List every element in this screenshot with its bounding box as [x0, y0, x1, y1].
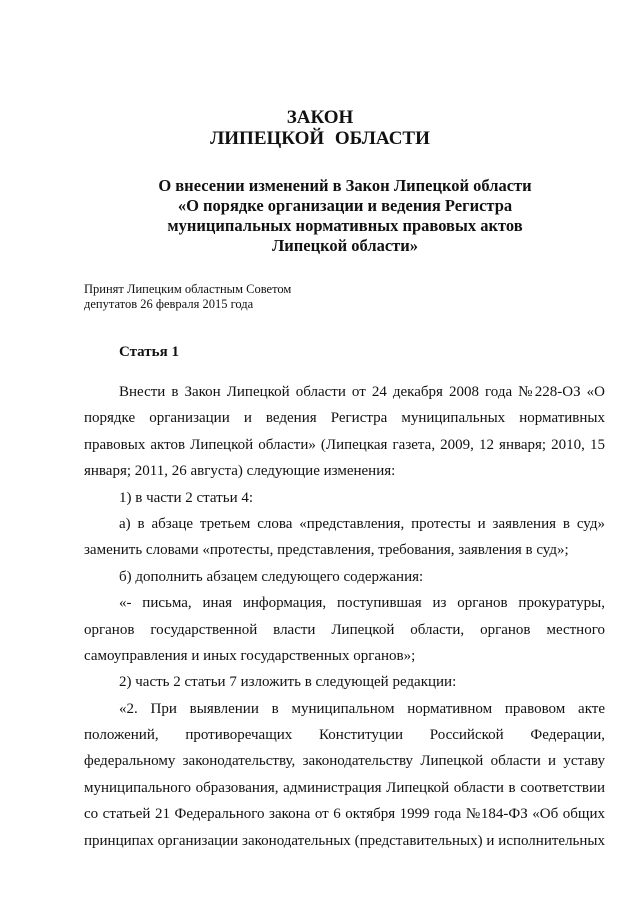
article-line: 1) в части 2 статьи 4: — [119, 489, 254, 506]
article-line: федеральному законодательству, законодательству Липецкой области и уставу — [84, 753, 605, 770]
article-heading: Статья 1 — [119, 344, 179, 360]
article-line: со статьей 21 Федерального закона от 6 октября 1999 года №184-ФЗ «Об общих — [84, 806, 605, 823]
subtitle-line: О внесении изменений в Закон Липецкой области — [158, 176, 532, 195]
article-line: порядке организации и ведения Регистра муниципальных нормативных — [84, 410, 605, 427]
law-subtitle — [120, 176, 570, 256]
article-line: самоуправления и иных государственных органов»; — [84, 647, 416, 664]
article-line: положений, противоречащих Конституции Российской Федерации, — [84, 727, 605, 744]
article-line: правовых актов Липецкой области» (Липецкая газета, 2009, 12 января; 2010, 15 — [84, 436, 605, 453]
region-title: ЛИПЕЦКОЙ ОБЛАСТИ — [210, 128, 430, 149]
article-line: Внести в Закон Липецкой области от 24 декабря 2008 года №228-ОЗ «О — [119, 384, 605, 400]
article-line: а) в абзаце третьем слова «представления, протесты и заявления в суд» — [119, 515, 605, 532]
adoption-line: депутатов 26 февраля 2015 года — [84, 297, 254, 311]
law-title: ЗАКОН — [286, 107, 354, 128]
adoption-note — [84, 282, 291, 312]
article-line: муниципального образования, администрация Липецкой области в соответствии — [84, 779, 605, 796]
article-line: заменить словами «протесты, представления, требования, заявления в суд»; — [84, 542, 569, 559]
subtitle-line: «О порядке организации и ведения Регистра — [177, 196, 513, 215]
article-line: «- письма, иная информация, поступившая из органов прокуратуры, — [119, 595, 605, 612]
subtitle-line: Липецкой области» — [271, 236, 419, 255]
subtitle-line: муниципальных нормативных правовых актов — [167, 216, 523, 235]
article-line: б) дополнить абзацем следующего содержания: — [119, 568, 424, 585]
adoption-line: Принят Липецким областным Советом — [84, 282, 292, 296]
article-line: «2. При выявлении в муниципальном нормативном правовом акте — [119, 700, 605, 717]
article-line: января; 2011, 26 августа) следующие изменения: — [84, 463, 396, 480]
article-line: органов государственной власти Липецкой области, органов местного — [84, 621, 605, 638]
article-body — [84, 382, 605, 857]
article-line: принципах организации законодательных (представительных) и исполнительных — [84, 832, 605, 849]
article-line: 2) часть 2 статьи 7 изложить в следующей редакции: — [119, 674, 457, 691]
